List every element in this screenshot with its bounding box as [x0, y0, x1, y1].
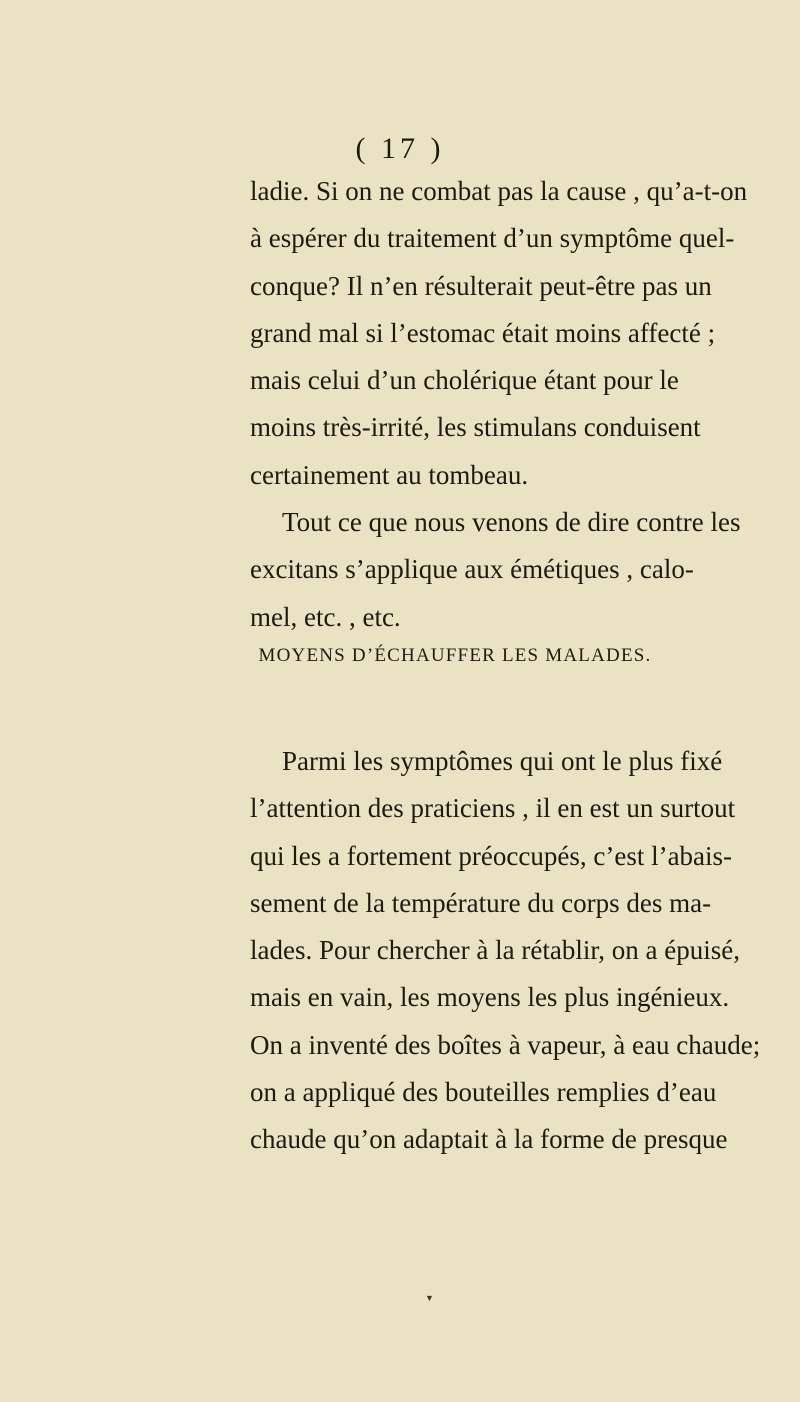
text-line: on a appliqué des bouteilles remplies d’eau [250, 1077, 717, 1108]
text-line: excitans s’applique aux émétiques , calo- [250, 554, 694, 585]
text-line: certainement au tombeau. [250, 459, 529, 490]
paragraph-continuation [250, 168, 748, 499]
text-line: à espérer du traitement d’un symptôme quel- [250, 223, 735, 254]
text-line: On a inventé des boîtes à vapeur, à eau chaude; [250, 1029, 761, 1060]
text-line: mais en vain, les moyens les plus ingénieux. [250, 982, 730, 1013]
text-line: mel, etc. , etc. [250, 601, 401, 632]
text-line: conque? Il n’en résulterait peut-être pas un [250, 270, 712, 301]
text-line: l’attention des praticiens , il en est un surtout [250, 793, 736, 824]
text-block-upper [250, 168, 748, 641]
text-block-lower [250, 738, 761, 1164]
paragraph-temperature [250, 738, 761, 1164]
text-line: lades. Pour chercher à la rétablir, on a épuisé, [250, 935, 740, 966]
text-line: qui les a fortement préoccupés, c’est l’abais- [250, 840, 733, 871]
text-line: chaude qu’on adaptait à la forme de presque [250, 1124, 728, 1155]
paragraph-excitans [250, 499, 741, 641]
text-line: ladie. Si on ne combat pas la cause , qu’a-t-on [250, 176, 748, 206]
text-line: sement de la température du corps des ma- [250, 887, 712, 918]
text-line: grand mal si l’estomac était moins affecté ; [250, 317, 716, 348]
text-line: moins très-irrité, les stimulans conduisent [250, 412, 701, 443]
ink-speck-mark: ▼ [425, 1293, 434, 1303]
text-line: Tout ce que nous venons de dire contre les [282, 507, 741, 538]
section-heading: MOYENS D’ÉCHAUFFER LES MALADES. [258, 645, 652, 666]
page-number: ( 17 ) [355, 132, 445, 165]
text-line: mais celui d’un cholérique étant pour le [250, 365, 679, 396]
text-line: Parmi les symptômes qui ont le plus fixé [282, 746, 723, 776]
